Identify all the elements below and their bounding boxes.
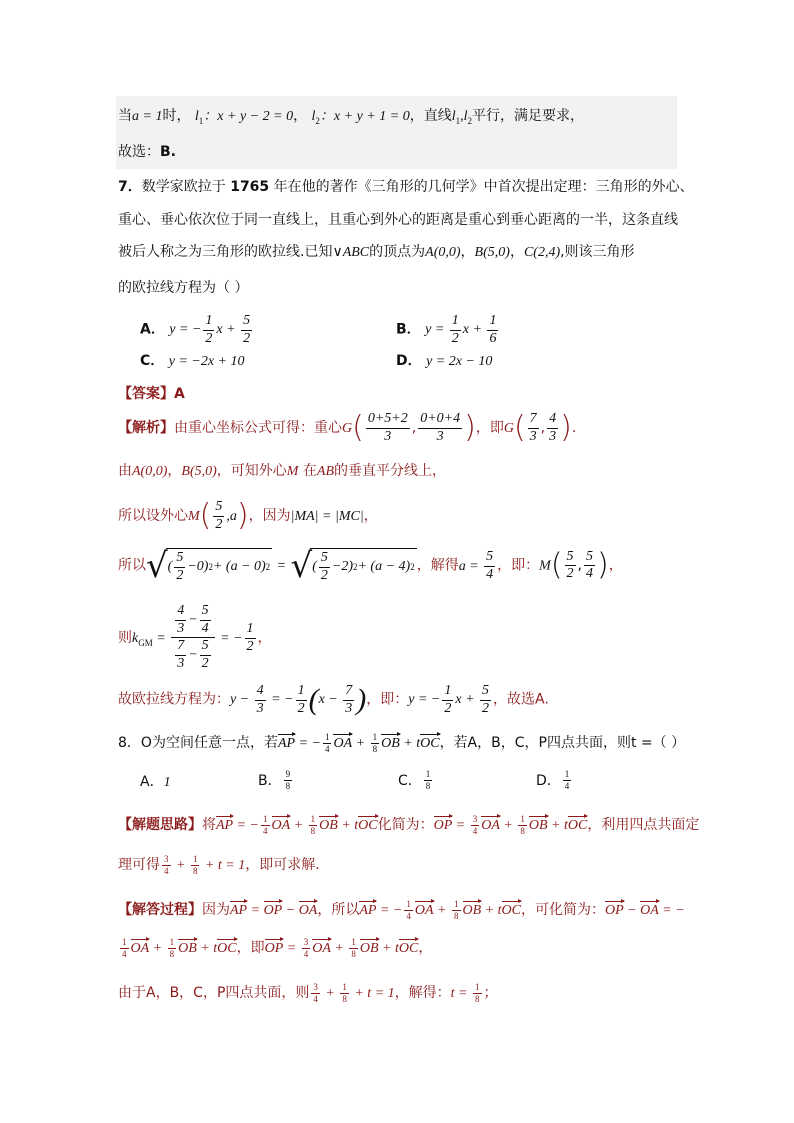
q7-stem-line-2: 重心、垂心依次位于同一直线上，且重心到外心的距离是重心到垂心距离的一半，这条直线: [118, 212, 678, 228]
q7-stem-line-4: 的欧拉线方程为（ ）: [118, 280, 249, 296]
q7-option-d: D． y = 2x − 10: [396, 353, 493, 369]
q7-solution-line-4: 所以 √ ( $\frac{5}{2}$ −0) 2 + (a − 0) 2 = √ ( $\frac{5}{2}$ −2) 2 + (a − 4) 2 ，解得a = $\frac{5}{4}$ ，即：M( $\frac{5}{2}$ , $\frac{5}{4}$ )，: [118, 545, 623, 586]
q8-process-line-1: 【解答过程】因为AP = OP − OA，所以AP = − $\frac{1}{4}$ OA + $\frac{1}{8}$ OB + tOC，可化简为：OP − OA = −: [118, 899, 685, 922]
prev-line-2: 故选：B.: [118, 144, 176, 160]
q8-option-b: B． $\frac{9}{8}$: [258, 769, 291, 792]
q7-option-c: C． y = −2x + 10: [140, 353, 245, 369]
q8-stem: 8．O为空间任意一点，若AP = − $\frac{1}{4}$ OA + $\frac{1}{8}$ OB + tOC，若A，B，C，P四点共面，则t =（ ）: [118, 732, 686, 755]
q7-stem-line-1: 7．数学家欧拉于 1765 年在他的著作《三角形的几何学》中首次提出定理：三角形的外心、: [118, 179, 694, 195]
q7-solution-line-2: 由A(0,0)，B(5,0)，可知外心M 在AB的垂直平分线上，: [118, 463, 447, 479]
q8-option-c: C． $\frac{1}{8}$: [398, 769, 431, 792]
q7-solution-line-6: 故欧拉线方程为：y − $\frac{4}{3}$ = − $\frac{1}{2}$ (x − $\frac{7}{3}$ )，即：y = − $\frac{1}{2}$ x + $\frac{5}{2}$ ，故选A.: [118, 683, 549, 717]
q8-idea-line-2: 理可得 $\frac{3}{4}$ + $\frac{1}{8}$ + t = 1，即可求解.: [118, 854, 320, 877]
q7-solution-line-1: 【解析】由重心坐标公式可得：重心G( $\frac{0+5+2}{3}$ , $\frac{0+0+4}{3}$ )，即G( $\frac{7}{3}$ , $\frac{4}{3}$ ).: [118, 410, 577, 446]
q7-solution-line-3: 所以设外心M( $\frac{5}{2}$ ,a)，因为|MA| = |MC|，: [118, 498, 378, 534]
prev-line-1: 当a = 1时， $l_1$：x + y − 2 = 0， $l_2$：x + y + 1 = 0，直线$l_1,l_2$平行，满足要求，: [118, 108, 584, 126]
q7-solution-line-5: 则$k_{GM}$ = $\frac{4}{3}$ − $\frac{5}{4}$ $\frac{7}{3}$ − $\frac{5}{2}$ = − $\frac{1}{2}$ ，: [118, 603, 272, 672]
q8-process-line-2: $\frac{1}{4}$ OA + $\frac{1}{8}$ OB + tOC，即OP = $\frac{3}{4}$ OA + $\frac{1}{8}$ OB + tOC，: [122, 937, 433, 960]
q8-process-line-3: 由于A，B，C，P四点共面，则 $\frac{3}{4}$ + $\frac{1}{8}$ + t = 1，解得：t = $\frac{1}{8}$ ；: [118, 982, 498, 1005]
q8-option-a: A．1: [140, 774, 171, 790]
q7-stem-line-3: 被后人称之为三角形的欧拉线.已知∨ABC的顶点为A(0,0)，B(5,0)，C(2,4),则该三角形: [118, 244, 635, 260]
q7-answer: 【答案】A: [118, 386, 185, 402]
q8-idea-line-1: 【解题思路】将AP = − $\frac{1}{4}$ OA + $\frac{1}{8}$ OB + tOC化简为：OP = $\frac{3}{4}$ OA + $\frac{1}{8}$ OB + tOC，利用四点共面定: [118, 814, 700, 837]
q7-option-a: A． y = − $\frac{1}{2}$ x + $\frac{5}{2}$: [140, 313, 251, 346]
q7-option-b: B． y = $\frac{1}{2}$ x + $\frac{1}{6}$: [396, 313, 497, 346]
previous-solution-shading: [116, 96, 677, 169]
q8-option-d: D． $\frac{1}{4}$: [536, 769, 570, 792]
